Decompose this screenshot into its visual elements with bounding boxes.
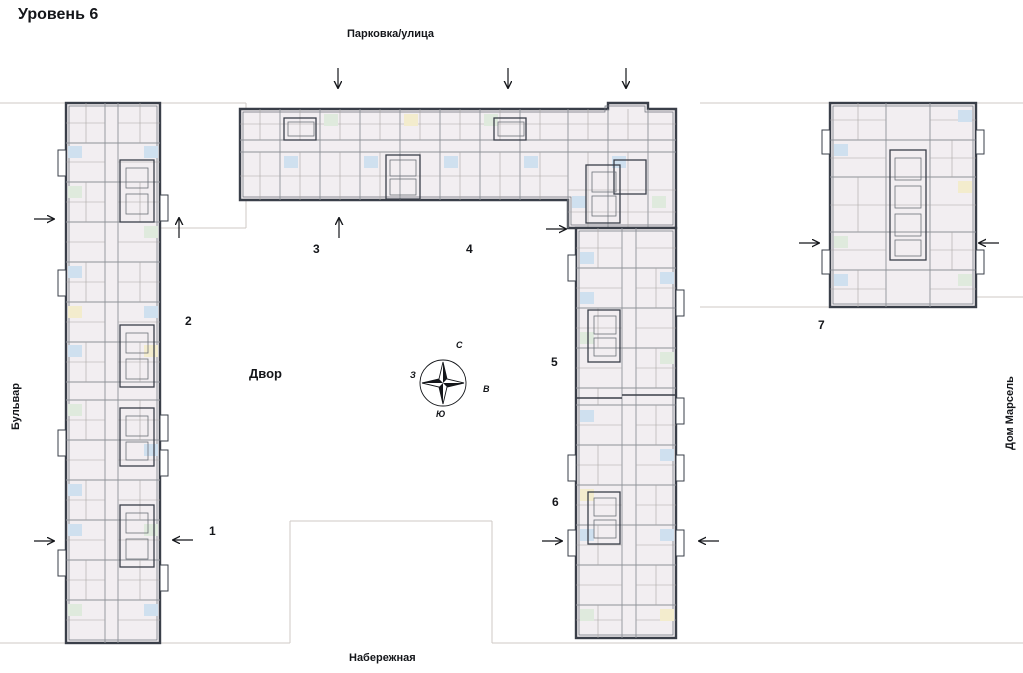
label-courtyard: Двор xyxy=(249,366,282,381)
section-number-7[interactable]: 7 xyxy=(818,318,825,332)
label-parking-street: Парковка/улица xyxy=(347,28,435,40)
label-embankment: Набережная xyxy=(349,652,416,664)
compass-east-label: В xyxy=(483,384,490,394)
page-title: Уровень 6 xyxy=(18,6,99,23)
section-number-4[interactable]: 4 xyxy=(466,242,473,256)
building-house-marsel xyxy=(822,103,984,307)
compass-west-label: З xyxy=(410,370,416,380)
section-number-2[interactable]: 2 xyxy=(185,314,192,328)
label-house-marsel: Дом Марсель xyxy=(1004,376,1016,450)
section-number-6[interactable]: 6 xyxy=(552,495,559,509)
compass-rose xyxy=(420,360,466,406)
label-boulevard: Бульвар xyxy=(10,383,22,430)
building-left-wing xyxy=(58,103,168,643)
section-number-1[interactable]: 1 xyxy=(209,524,216,538)
compass-south-label: Ю xyxy=(436,409,446,419)
section-number-5[interactable]: 5 xyxy=(551,355,558,369)
section-number-3[interactable]: 3 xyxy=(313,242,320,256)
building-right-wing xyxy=(568,165,684,638)
compass-north-label: С xyxy=(456,340,463,350)
